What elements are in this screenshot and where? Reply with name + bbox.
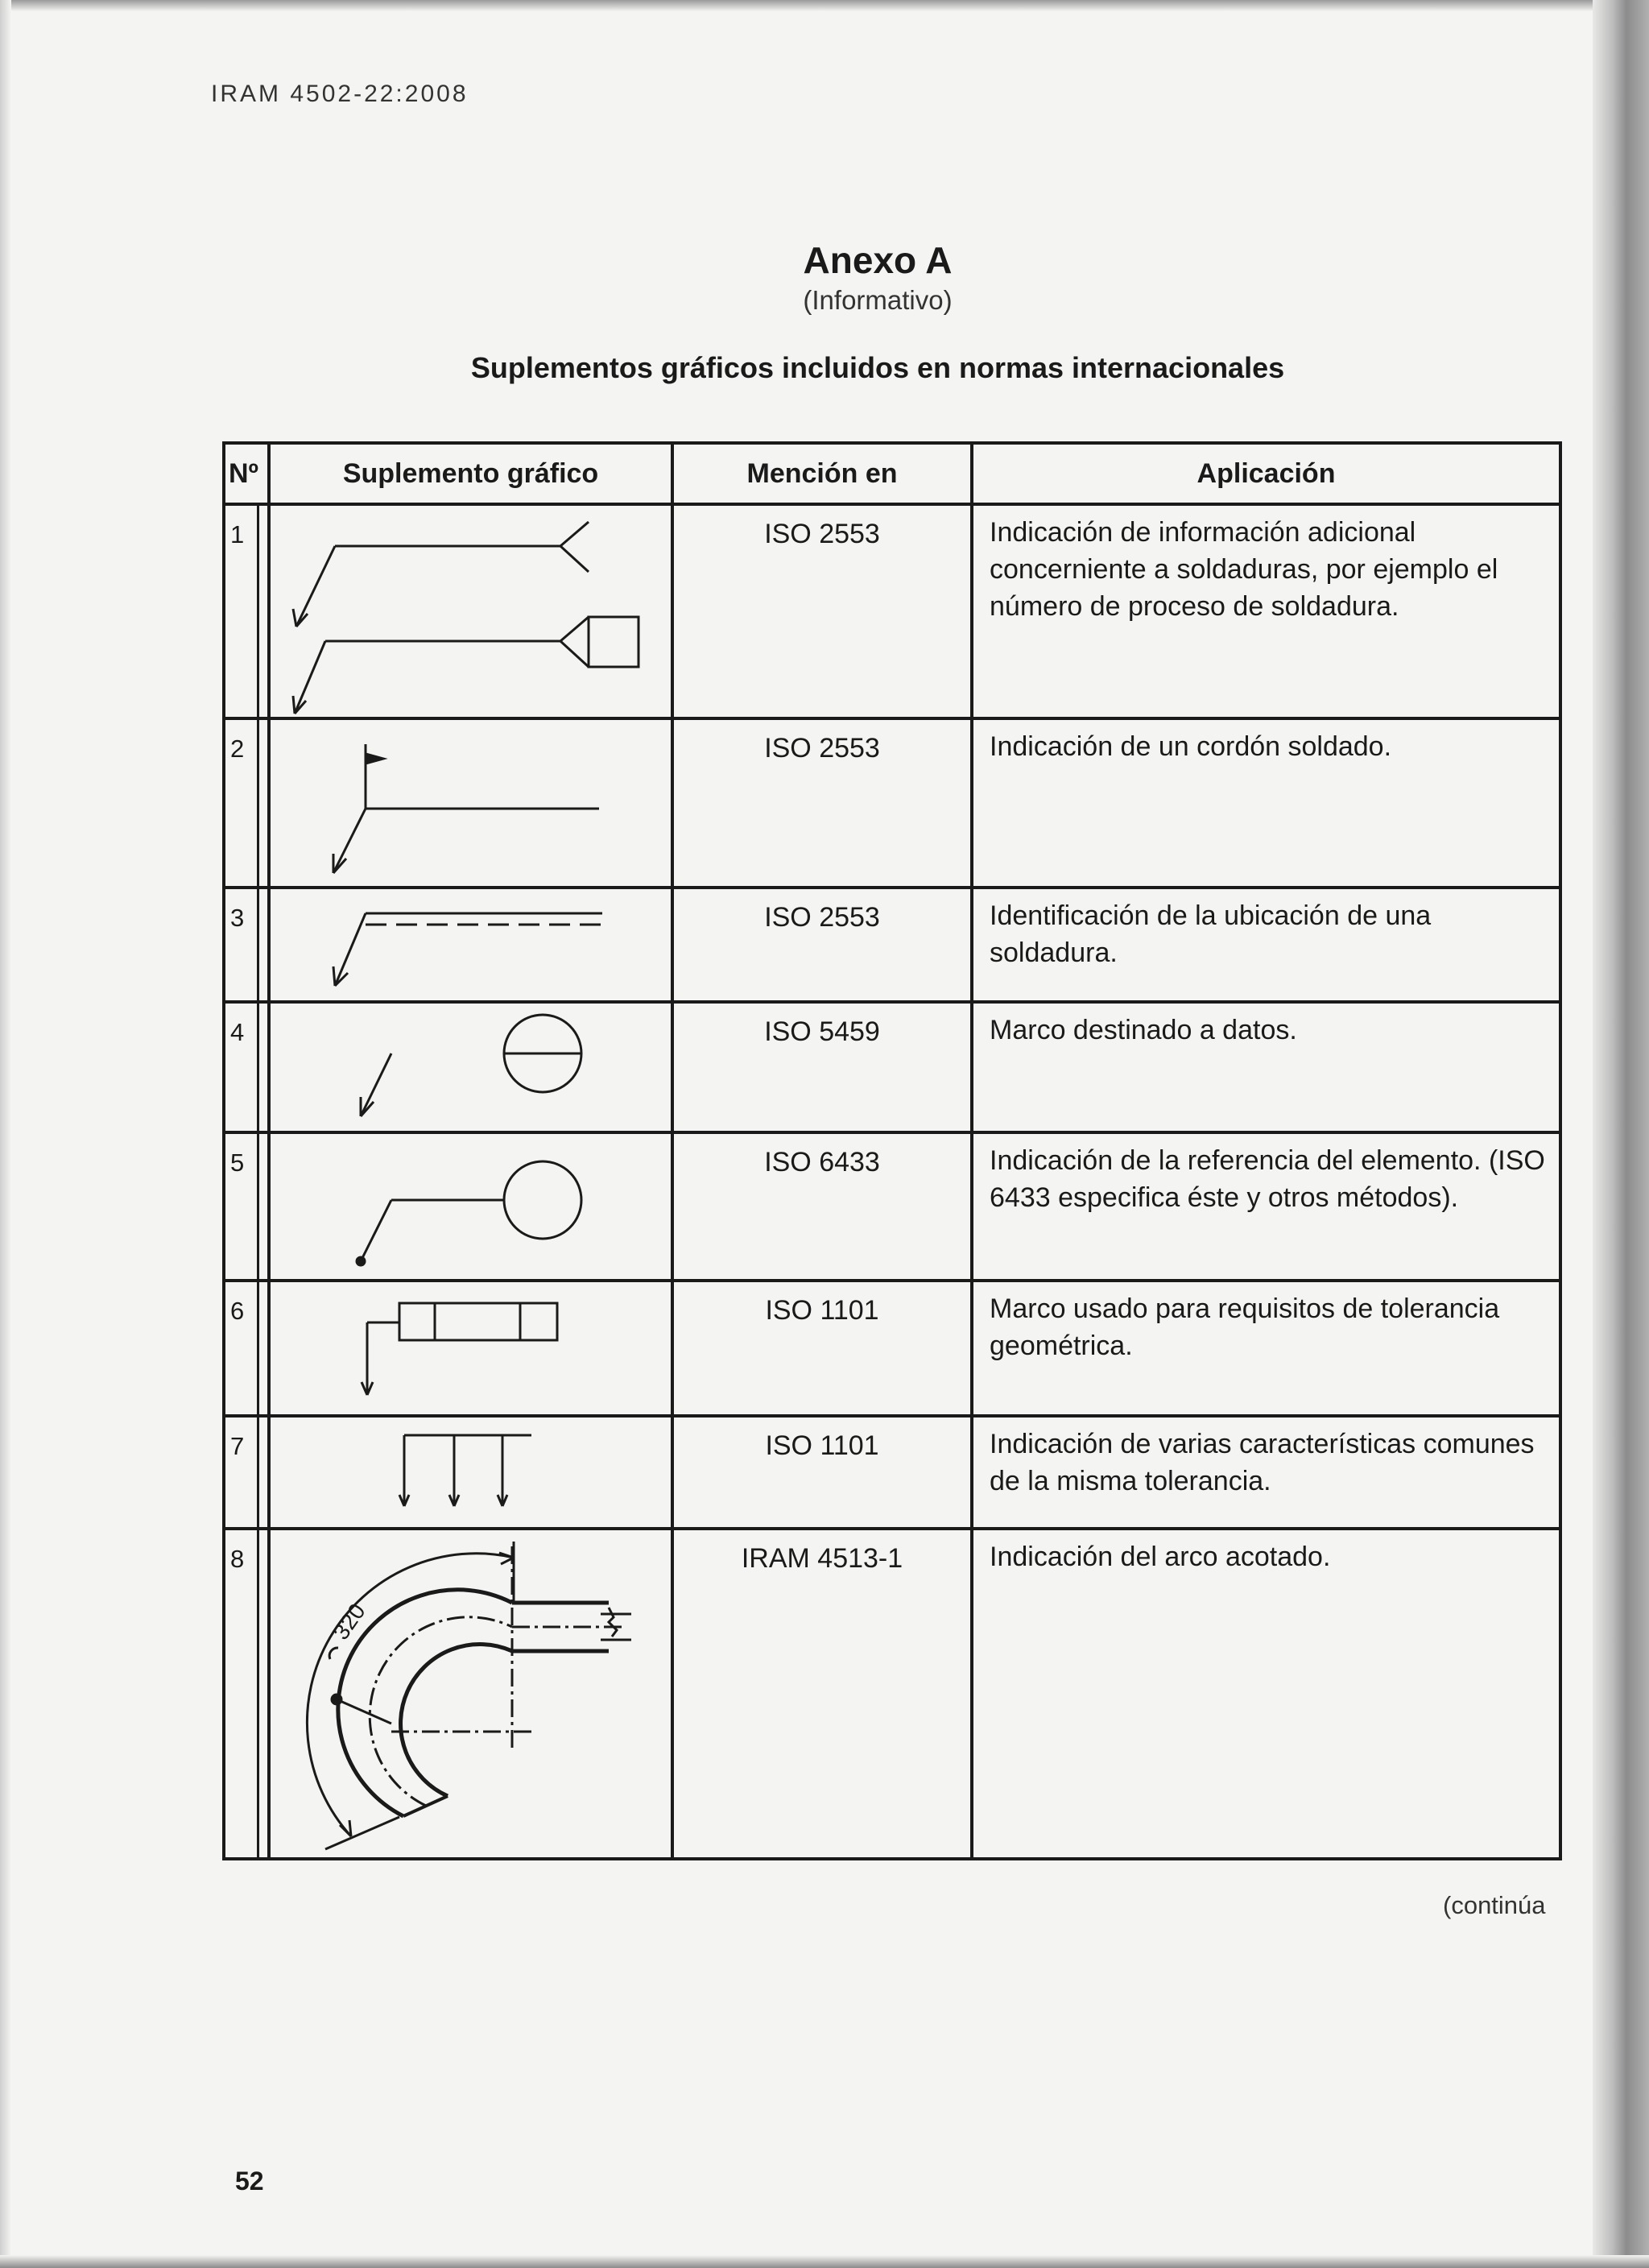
reference-cell: ISO 2553 — [672, 718, 972, 888]
table-row — [224, 718, 1560, 888]
page-edge-left — [0, 0, 11, 2268]
graphic-cell — [269, 1281, 672, 1416]
page-edge-bottom — [0, 2255, 1649, 2268]
application-cell: Marco destinado a datos. — [972, 1002, 1560, 1132]
table-row — [224, 888, 1560, 1002]
table-row — [224, 1416, 1560, 1529]
graphic-cell — [269, 1529, 672, 1859]
table-row — [224, 1132, 1560, 1281]
application-cell: Indicación del arco acotado. — [972, 1529, 1560, 1859]
weld-tail-reference-symbol-icon — [271, 506, 674, 717]
row-number: 2 — [224, 718, 258, 888]
table-row — [224, 1281, 1560, 1416]
application-cell: Indicación de varias características comunes de la misma tolerancia. — [972, 1416, 1560, 1529]
header-graphic: Suplemento gráfico — [269, 443, 672, 504]
graphic-cell — [269, 1002, 672, 1132]
tolerance-frame-symbol-icon — [271, 1282, 674, 1414]
annex-subtitle: (Informativo) — [803, 285, 953, 315]
graphic-cell — [269, 718, 672, 888]
graphic-cell — [269, 504, 672, 718]
page-number: 52 — [235, 2167, 264, 2196]
application-cell: Identificación de la ubicación de una soldadura. — [972, 888, 1560, 1002]
graphic-cell — [269, 1416, 672, 1529]
row-number: 6 — [224, 1281, 258, 1416]
multi-leader-tolerance-symbol-icon — [271, 1418, 674, 1527]
weld-location-dashed-line-symbol-icon — [271, 889, 674, 1000]
field-weld-flag-symbol-icon — [271, 720, 674, 886]
graphic-cell — [269, 888, 672, 1002]
continued-note: (continúa — [1443, 1891, 1546, 1919]
datum-frame-circle-symbol-icon — [271, 1004, 674, 1131]
application-cell: Indicación de la referencia del elemento. (ISO 6433 especifica éste y otros métodos). — [972, 1132, 1560, 1281]
reference-cell: ISO 2553 — [672, 504, 972, 718]
row-number: 5 — [224, 1132, 258, 1281]
application-cell: Indicación de un cordón soldado. — [972, 718, 1560, 888]
table-header-row — [224, 443, 1560, 504]
page-edge-top — [0, 0, 1649, 11]
item-reference-balloon-symbol-icon — [271, 1134, 674, 1279]
document-code: IRAM 4502-22:2008 — [211, 81, 469, 107]
reference-cell: ISO 1101 — [672, 1416, 972, 1529]
application-cell: Indicación de información adicional concerniente a soldaduras, por ejemplo el número de proceso de soldadura. — [972, 504, 1560, 718]
section-title: Suplementos gráficos incluidos en normas internacionales — [470, 351, 1285, 384]
header-num: Nº — [224, 443, 269, 504]
page-edge-right — [1593, 0, 1649, 2268]
row-number: 1 — [224, 504, 258, 718]
arc-dimension-label: 320 — [328, 1599, 370, 1645]
table-row — [224, 504, 1560, 718]
reference-cell: ISO 5459 — [672, 1002, 972, 1132]
row-number: 3 — [224, 888, 258, 1002]
header-app: Aplicación — [972, 443, 1560, 504]
row-number: 4 — [224, 1002, 258, 1132]
graphic-cell — [269, 1132, 672, 1281]
reference-cell: ISO 6433 — [672, 1132, 972, 1281]
reference-cell: ISO 1101 — [672, 1281, 972, 1416]
supplements-table — [222, 441, 1559, 1860]
arc-dimension-drawing-icon — [271, 1530, 674, 1857]
table-row — [224, 1529, 1560, 1859]
application-cell: Marco usado para requisitos de tolerancia geométrica. — [972, 1281, 1560, 1416]
annex-title: Anexo A — [803, 239, 953, 281]
header-ref: Mención en — [672, 443, 972, 504]
reference-cell: IRAM 4513-1 — [672, 1529, 972, 1859]
row-number: 7 — [224, 1416, 258, 1529]
reference-cell: ISO 2553 — [672, 888, 972, 1002]
table-row — [224, 1002, 1560, 1132]
row-number: 8 — [224, 1529, 258, 1859]
